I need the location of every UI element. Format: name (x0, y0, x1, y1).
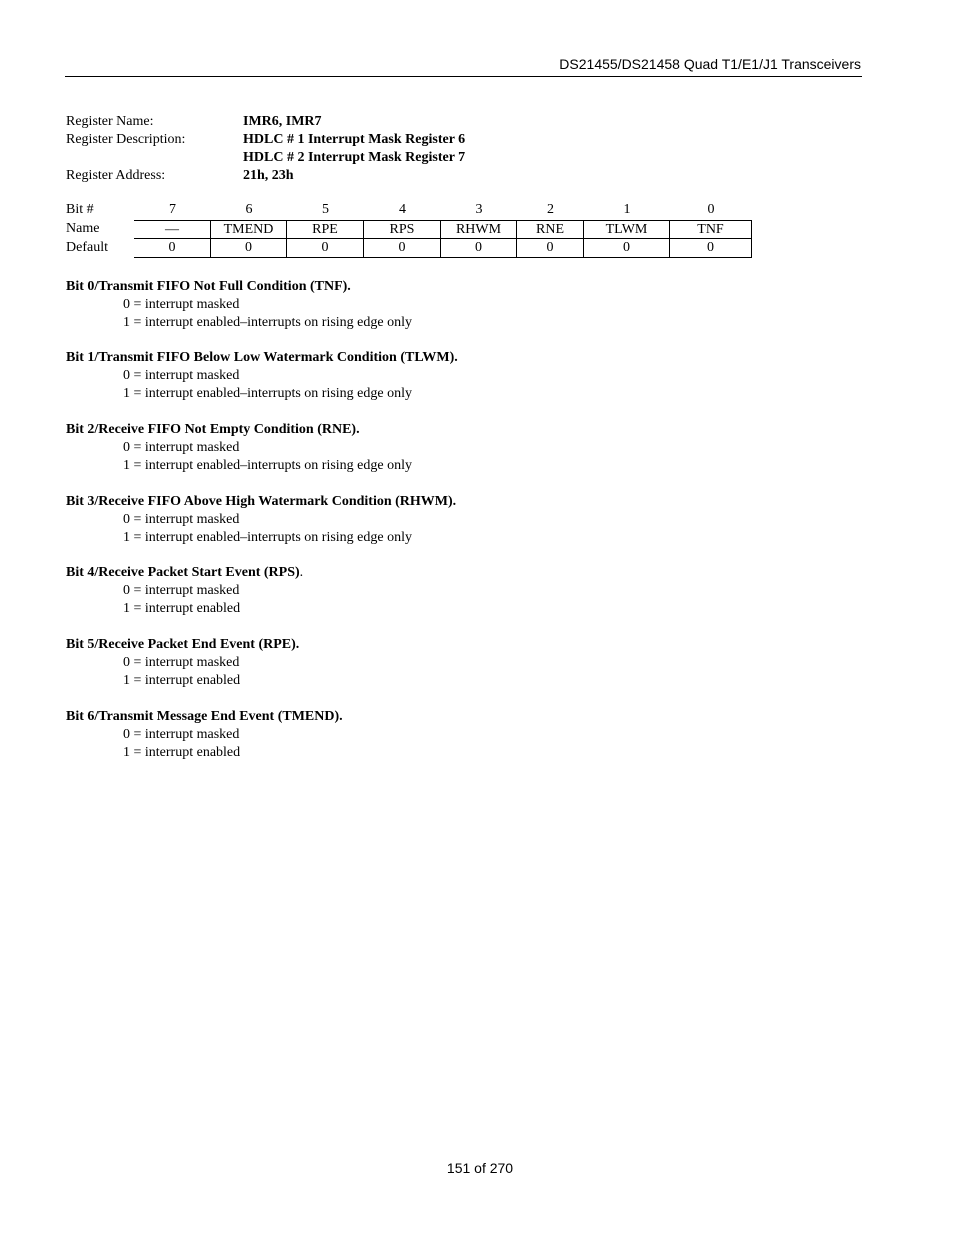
register-description-row-2 (66, 149, 465, 167)
bit-name-cell: TNF (670, 220, 752, 239)
register-description-value-1: HDLC # 1 Interrupt Mask Register 6 (243, 132, 466, 147)
bit-default-cell: 0 (364, 239, 441, 258)
bit-description-heading: Bit 3/Receive FIFO Above High Watermark Condition (RHWM). (66, 494, 457, 509)
bit-description-heading: Bit 4/Receive Packet Start Event (RPS). (66, 565, 304, 580)
bit-description (66, 278, 412, 332)
bit-description-line: 1 = interrupt enabled (123, 673, 241, 688)
bit-name-row (66, 220, 752, 239)
bit-name-cell: RPS (364, 220, 441, 239)
bit-number-cell: 6 (245, 202, 253, 217)
bit-name-cell: TMEND (211, 220, 287, 239)
bit-number-cell: 4 (399, 202, 406, 217)
bit-description-heading: Bit 2/Receive FIFO Not Empty Condition (RNE). (66, 422, 360, 437)
register-address-value: 21h, 23h (243, 168, 294, 183)
bit-default-row (66, 239, 752, 258)
bit-description (66, 493, 456, 547)
bit-description-line: 0 = interrupt masked (123, 368, 240, 383)
bit-description-line: 1 = interrupt enabled–interrupts on rising edge only (123, 530, 412, 545)
bit-default-cell: 0 (441, 239, 517, 258)
page-number: 151 of 270 (446, 1160, 514, 1176)
bit-description (66, 636, 299, 690)
bit-default-label: Default (66, 240, 108, 255)
bit-name-cell: TLWM (584, 220, 670, 239)
bit-description-line: 1 = interrupt enabled–interrupts on rising edge only (123, 458, 412, 473)
bit-description-heading: Bit 5/Receive Packet End Event (RPE). (66, 637, 300, 652)
bit-description-heading: Bit 0/Transmit FIFO Not Full Condition (TNF). (66, 279, 351, 294)
bit-description-heading: Bit 6/Transmit Message End Event (TMEND). (66, 709, 343, 724)
bit-number-cell: 1 (623, 202, 631, 217)
bit-number-cell: 7 (169, 202, 176, 217)
document-header-title: DS21455/DS21458 Quad T1/E1/J1 Transceivers (559, 56, 861, 72)
bit-description-line: 0 = interrupt masked (123, 512, 240, 527)
register-description-value-2: HDLC # 2 Interrupt Mask Register 7 (243, 150, 466, 165)
bit-description-line: 1 = interrupt enabled–interrupts on rising edge only (123, 386, 412, 401)
header-divider (65, 76, 862, 77)
bit-description (66, 421, 412, 475)
bit-description-heading: Bit 1/Transmit FIFO Below Low Watermark Condition (TLWM). (66, 350, 458, 365)
register-description-label: Register Description: (66, 132, 186, 147)
register-name-value: IMR6, IMR7 (243, 114, 322, 129)
bit-description-line: 0 = interrupt masked (123, 655, 240, 670)
bit-default-cell: 0 (517, 239, 584, 258)
bit-name-label: Name (66, 221, 100, 236)
bit-description-line: 1 = interrupt enabled–interrupts on rising edge only (123, 315, 412, 330)
register-address-row (66, 167, 465, 185)
bit-default-cell: 0 (670, 239, 752, 258)
bit-default-cell: 0 (211, 239, 287, 258)
bit-description (66, 564, 303, 618)
bit-default-cell: 0 (134, 239, 211, 258)
bit-default-cell: 0 (584, 239, 670, 258)
bit-number-row (66, 201, 752, 220)
bit-number-label: Bit # (66, 202, 94, 217)
bit-number-cell: 3 (475, 202, 483, 217)
bit-name-cell: RNE (517, 220, 584, 239)
bit-description-line: 0 = interrupt masked (123, 440, 240, 455)
register-name-row (66, 113, 465, 131)
bit-table (66, 201, 752, 258)
bit-description-line: 1 = interrupt enabled (123, 745, 241, 760)
bit-name-cell: RHWM (441, 220, 517, 239)
bit-name-cell: RPE (287, 220, 364, 239)
bit-description (66, 708, 343, 762)
register-description-row (66, 131, 465, 149)
register-address-label: Register Address: (66, 168, 166, 183)
bit-default-cell: 0 (287, 239, 364, 258)
register-name-label: Register Name: (66, 114, 154, 129)
bit-number-cell: 5 (322, 202, 329, 217)
bit-description-line: 0 = interrupt masked (123, 583, 240, 598)
bit-name-cell: — (134, 220, 211, 239)
bit-number-cell: 2 (547, 202, 554, 217)
register-info (66, 113, 465, 185)
bit-number-cell: 0 (707, 202, 715, 217)
bit-description-line: 0 = interrupt masked (123, 727, 240, 742)
bit-description (66, 349, 458, 403)
bit-description-line: 1 = interrupt enabled (123, 601, 241, 616)
bit-description-line: 0 = interrupt masked (123, 297, 240, 312)
